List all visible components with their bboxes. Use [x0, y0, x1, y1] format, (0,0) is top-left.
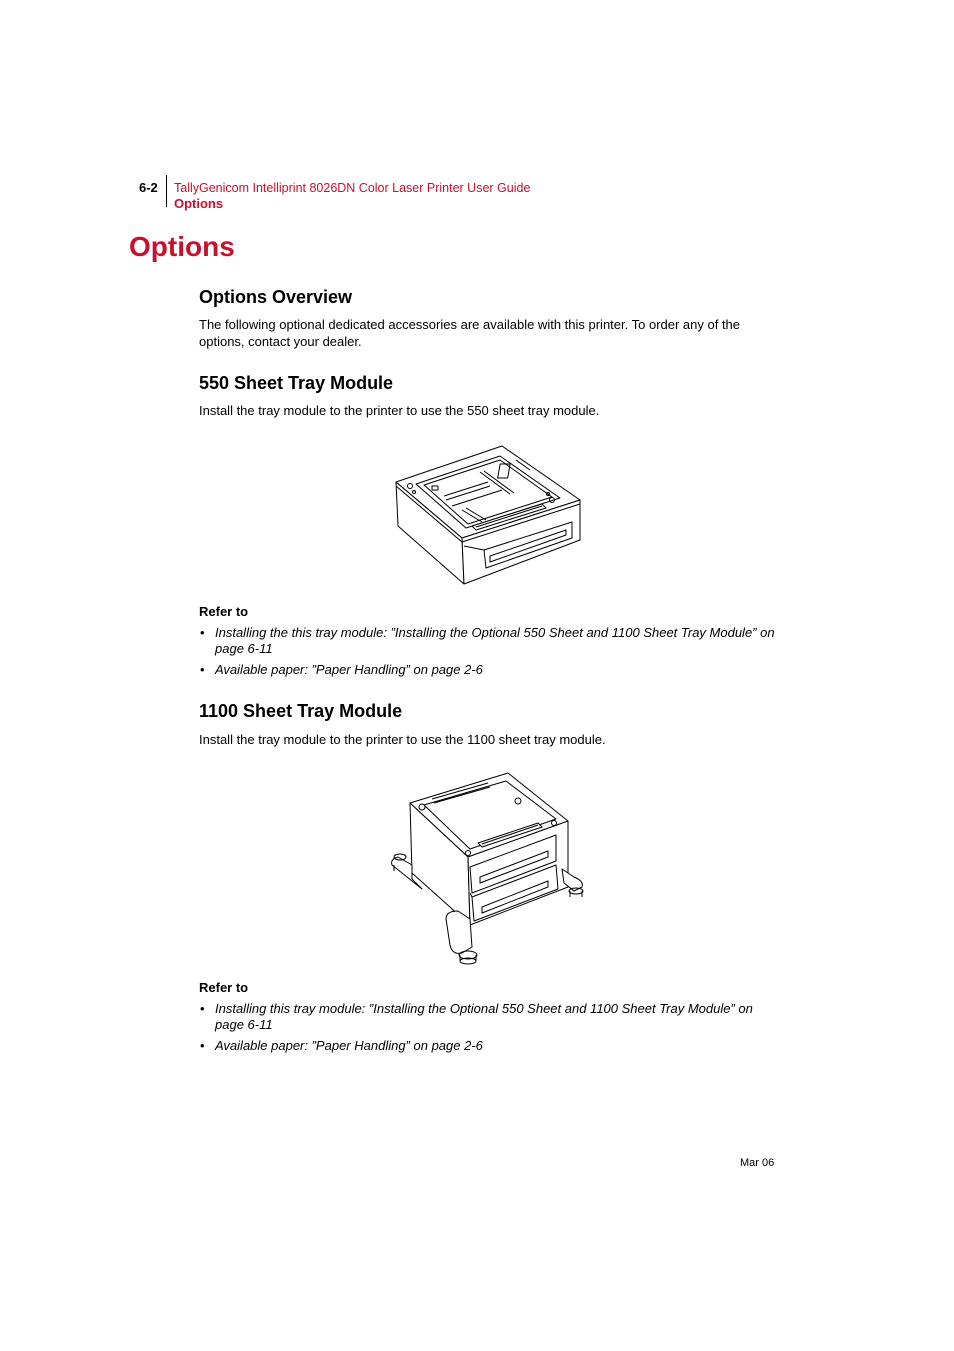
tray550-refer-label: Refer to [199, 604, 249, 619]
tray550-ref-paper[interactable]: • Available paper: ”Paper Handling” on page 2-6 [199, 662, 779, 678]
options-overview-heading: Options Overview [199, 287, 353, 307]
header-section-name: Options [174, 196, 224, 211]
tray1100-ref-install[interactable]: • Installing this tray module: ”Installing the Optional 550 Sheet and 1100 Sheet Tray Module” on page 6-11 [199, 1001, 779, 1033]
chapter-title: Options [129, 231, 235, 262]
tray550-ref-install[interactable]: • Installing the this tray module: ”Installing the Optional 550 Sheet and 1100 Sheet Tray Module” on page 6-11 [199, 625, 779, 657]
tray1100-body: Install the tray module to the printer to use the 1100 sheet tray module. [199, 732, 606, 747]
tray1100-refer-list [199, 1001, 779, 1059]
tray550-illustration [392, 442, 584, 587]
tray1100-illustration [388, 769, 590, 965]
tray1100-ref-paper[interactable]: • Available paper: ”Paper Handling” on page 2-6 [199, 1038, 779, 1054]
footer-date: Mar 06 [740, 1157, 775, 1169]
header-divider [166, 175, 167, 207]
tray1100-refer-label: Refer to [199, 980, 249, 995]
tray550-refer-list [199, 625, 779, 683]
tray550-body: Install the tray module to the printer to use the 550 sheet tray module. [199, 403, 600, 418]
guide-title: TallyGenicom Intelliprint 8026DN Color Laser Printer User Guide [174, 181, 531, 195]
tray550-heading: 550 Sheet Tray Module [199, 373, 394, 393]
options-overview-body: The following optional dedicated accessories are available with this printer. To order any of the options, contact your dealer. [199, 317, 741, 349]
page-number: 6-2 [139, 180, 158, 195]
tray1100-heading: 1100 Sheet Tray Module [199, 701, 403, 721]
